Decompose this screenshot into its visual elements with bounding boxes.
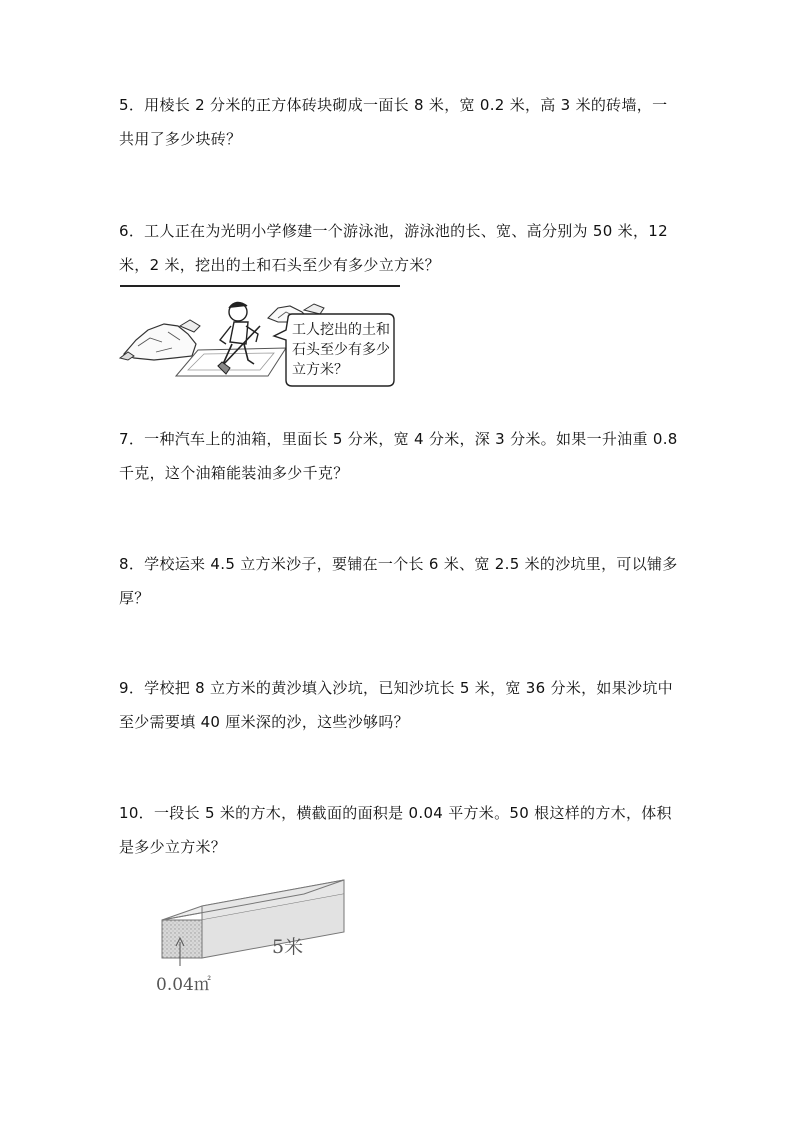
question-7: 7．一种汽车上的油箱，里面长 5 分米，宽 4 分米，深 3 分米。如果一升油重 0.8 千克，这个油箱能装油多少千克？ <box>119 430 678 482</box>
question-9: 9．学校把 8 立方米的黄沙填入沙坑，已知沙坑长 5 米，宽 36 分米，如果沙坑中至少需要填 40 厘米深的沙，这些沙够吗？ <box>119 679 673 731</box>
question-5: 5．用棱长 2 分米的正方体砖块砌成一面长 8 米，宽 0.2 米，高 3 米的砖墙，一共用了多少块砖？ <box>119 96 668 148</box>
beam-area-label: 0.04㎡ <box>156 975 211 995</box>
wooden-beam-illustration <box>150 872 355 972</box>
beam-length-label: 5米 <box>272 936 304 958</box>
question-10: 10．一段长 5 米的方木，横截面的面积是 0.04 平方米。50 根这样的方木，体积是多少立方米？ <box>119 804 672 856</box>
question-8: 8．学校运来 4.5 立方米沙子，要铺在一个长 6 米、宽 2.5 米的沙坑里，可以铺多厚？ <box>119 555 678 607</box>
divider-line <box>120 285 400 287</box>
worker-speech-text: 工人挖出的土和石头至少有多少立方米？ <box>292 322 390 378</box>
question-6: 6．工人正在为光明小学修建一个游泳池，游泳池的长、宽、高分别为 50 米，12 米，2 米，挖出的土和石头至少有多少立方米？ <box>119 222 668 274</box>
